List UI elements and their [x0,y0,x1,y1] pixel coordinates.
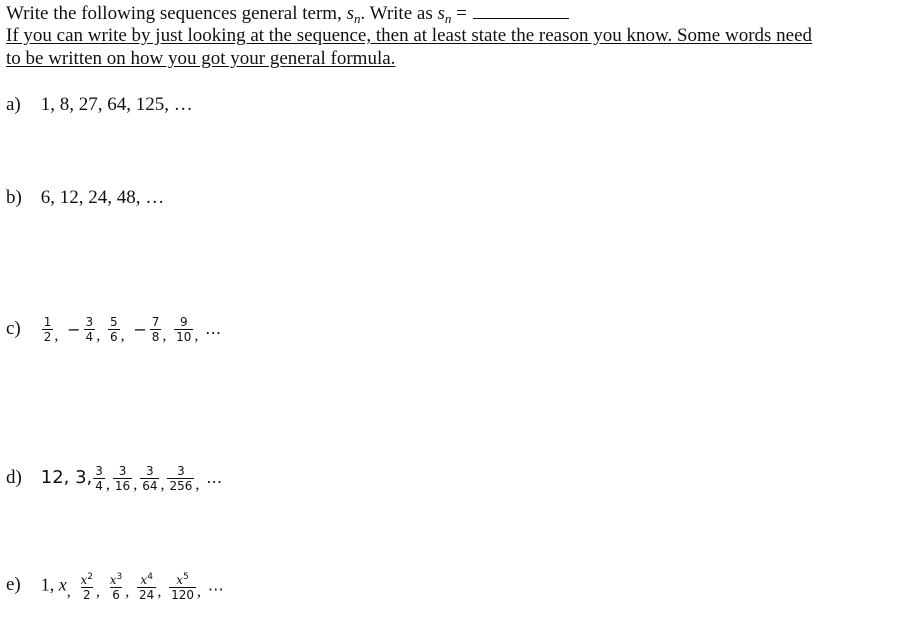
s-var-2: s [437,3,445,24]
s-var: s [346,3,354,24]
ellipsis: … [205,318,222,338]
problem-d: d) 12, 3, $\frac{3}{4}$ $_,$ $\frac{3}{16}$ $_,$ $\frac{3}{64}$ $_,$ $\frac{3}{256}$ $_,$ … [6,464,223,493]
fraction-term: $\frac{3}{4}$ [85,315,94,344]
problem-e-one: 1, [40,574,59,595]
answer-blank [473,3,569,19]
problem-d-prefix: 12, 3, [40,466,93,488]
n-subscript-2: n [444,11,452,26]
problem-a-sequence: 1, 8, 27, 64, 125, … [40,94,193,115]
problem-a-label: a) [6,94,21,115]
fraction-term: $\frac{5}{6}$ [109,315,118,344]
problem-e-label: e) [6,574,21,596]
fraction-term: $\frac{x^3}{6}$ [109,572,123,602]
problem-c-label: c) [6,317,21,339]
ellipsis: … [207,575,224,595]
fraction-term: $\frac{x^2}{2}$ [80,572,94,602]
instruction-text: Write the following sequences general term, [6,3,347,24]
problem-e-x: x [58,574,67,595]
n-subscript: n [354,11,361,26]
fraction-term: $\frac{3}{4}$ [95,464,103,493]
problem-b-label: b) [6,187,22,208]
fraction-term: $\frac{x^4}{24}$ [139,572,155,602]
instruction-line-2: If you can write by just looking at the sequence, then at least state the reason you know. Some words need [6,25,813,46]
problem-c: c) $\frac{1}{2}$ $_,$ − $\frac{3}{4}$ $_,$ $\frac{5}{6}$ $_,$ − $\frac{7}{8}$ $_,$ $\frac{9}{10}$ $_,$ … [6,315,222,344]
problem-b [6,187,164,209]
fraction-term: $\frac{7}{8}$ [151,315,160,344]
instruction-text-mid: . Write as [360,3,438,24]
problem-e: e) 1, $x_,$ $\frac{x^2}{2}$ $_,$ $\frac{x^3}{6}$ $_,$ $\frac{x^4}{24}$ $_,$ $\frac{x^5}{120}$ $_,$ … [6,572,224,602]
fraction-term: $\frac{3}{16}$ [114,464,131,493]
instruction-line-3: to be written on how you got your general formula. [6,48,396,69]
fraction-term: $\frac{9}{10}$ [176,315,192,344]
ellipsis: … [206,467,223,487]
problem-d-label: d) [6,466,22,488]
fraction-term: $\frac{x^5}{120}$ [171,572,194,602]
fraction-term: $\frac{3}{64}$ [142,464,158,493]
fraction-term: $\frac{1}{2}$ [43,315,52,344]
problem-b-sequence: 6, 12, 24, 48, … [40,187,165,208]
problem-a [6,94,193,116]
fraction-term: $\frac{3}{256}$ [169,464,193,493]
equals-sign: = [451,3,467,24]
